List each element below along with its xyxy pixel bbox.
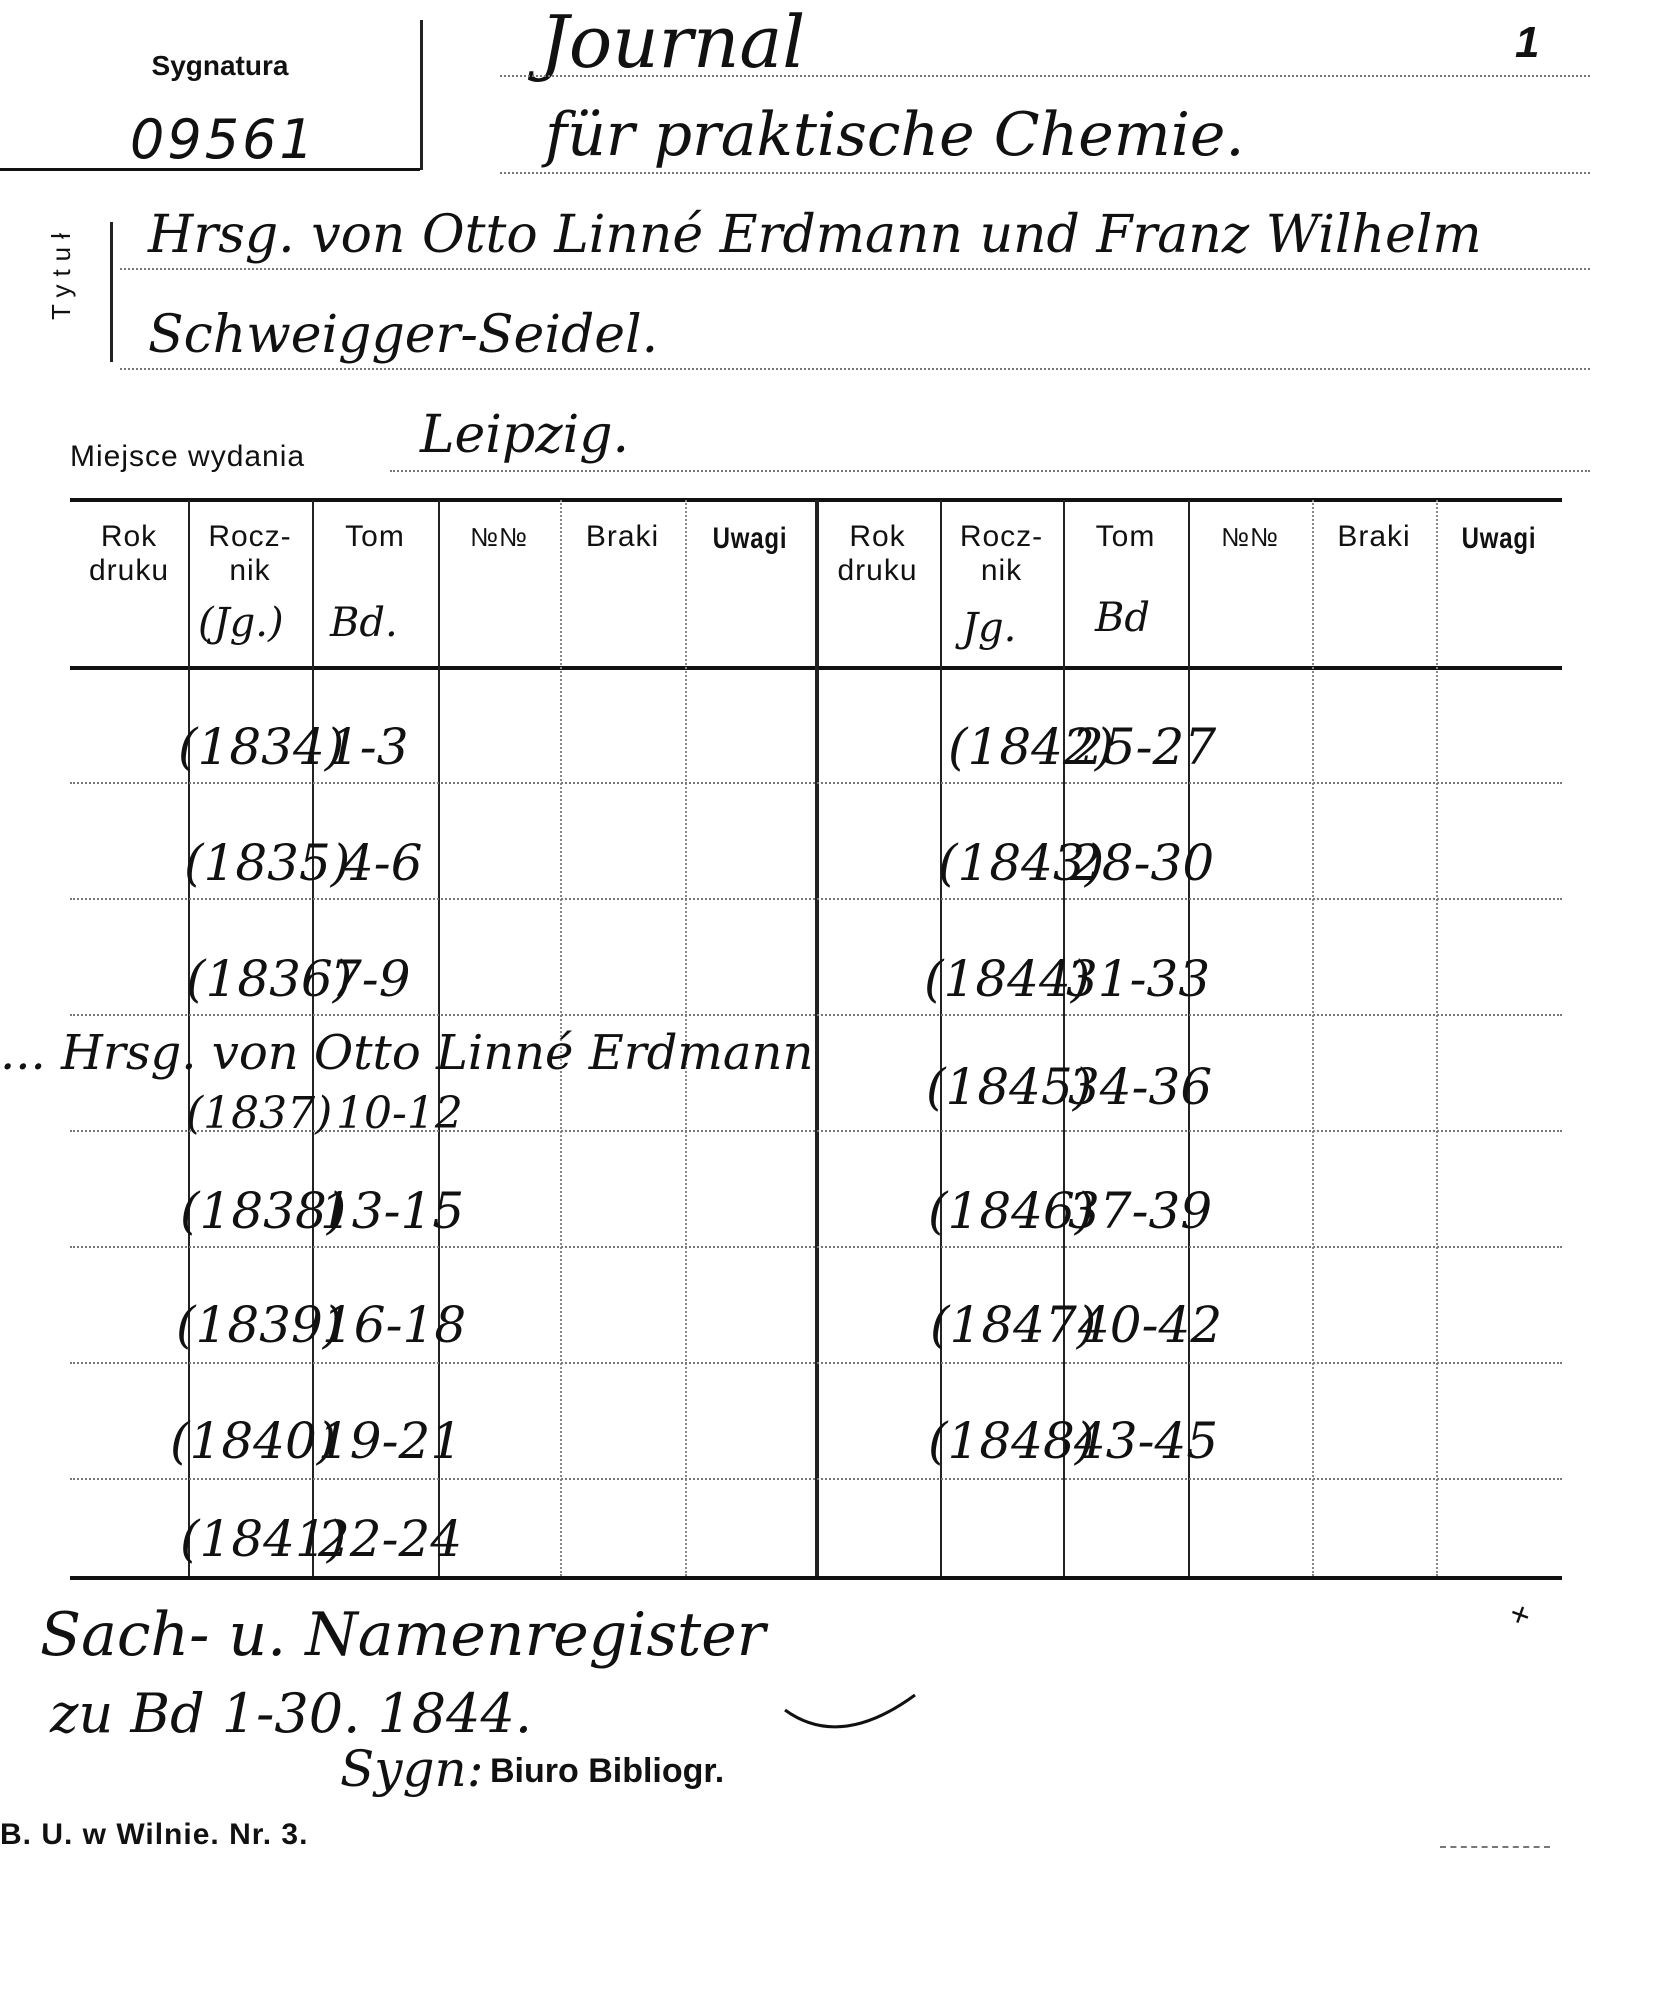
editor-line-2: Schweigger-Seidel. <box>148 305 659 365</box>
left-row-jg: (1837) <box>186 1088 333 1139</box>
right-row-bd: 43-45 <box>1074 1412 1219 1470</box>
header-braki: Braki <box>585 520 660 553</box>
row-rule <box>70 1246 1562 1248</box>
sygnatura-box-bottom <box>0 168 420 171</box>
tytul-label: Tytuł <box>46 225 76 320</box>
inline-note: ... Hrsg. von Otto Linné Erdmann <box>0 1025 814 1081</box>
row-rule <box>70 1014 1562 1016</box>
left-row-jg: (1838) <box>180 1182 347 1240</box>
left-row-jg: (1836) <box>186 950 353 1008</box>
imprint: B. U. w Wilnie. Nr. 3. <box>0 1818 309 1851</box>
right-row-bd: 34-36 <box>1068 1058 1213 1116</box>
editor-dots-2 <box>120 368 1590 370</box>
header-tom-right: Tom <box>1095 520 1156 553</box>
row-rule <box>70 1478 1562 1480</box>
row-rule <box>70 1362 1562 1364</box>
left-row-bd: 1-3 <box>328 718 409 776</box>
header-tom-hand: Bd. <box>330 600 398 646</box>
right-row-jg: (1846) <box>928 1182 1095 1240</box>
bottom-right-dash <box>1440 1846 1550 1848</box>
row-rule <box>70 898 1562 900</box>
right-row-jg: (1844) <box>924 950 1091 1008</box>
title-line-2: für praktische Chemie. <box>545 100 1245 170</box>
tytul-bracket <box>110 222 113 362</box>
left-row-bd: 4-6 <box>342 834 423 892</box>
col-sep <box>1312 500 1314 1576</box>
left-row-bd: 16-18 <box>322 1296 467 1354</box>
header-rok: Rok druku <box>88 520 170 587</box>
header-rocznik-hand: (Jg.) <box>198 600 284 646</box>
header-rocznik-right: Rocz- nik <box>959 520 1044 587</box>
place-value: Leipzig. <box>420 405 630 465</box>
center-divider <box>815 500 819 1576</box>
footer-note-line-1: Sach- u. Namenregister <box>40 1600 766 1670</box>
col-sep <box>1436 500 1438 1576</box>
sygnatura-label: Sygnatura <box>151 50 289 81</box>
right-row-jg: (1845) <box>926 1058 1093 1116</box>
header-uwagi: Uwagi <box>712 522 788 555</box>
right-row-jg: (1843) <box>938 834 1105 892</box>
title-dots-1 <box>500 75 1590 77</box>
right-row-jg: (1848) <box>928 1412 1095 1470</box>
row-rule <box>70 782 1562 784</box>
right-row-bd: 31-33 <box>1066 950 1211 1008</box>
editor-line-1: Hrsg. von Otto Linné Erdmann und Franz Wilhelm <box>148 205 1482 265</box>
editor-dots-1 <box>120 268 1590 270</box>
left-row-bd: 22-24 <box>318 1510 463 1568</box>
right-row-bd: 37-39 <box>1068 1182 1213 1240</box>
header-tom-hand-right: Bd <box>1095 595 1150 641</box>
footer-sygn-hand: Sygn: <box>340 1740 484 1798</box>
sygnatura-box-right <box>420 20 423 170</box>
title-dots-2 <box>500 172 1590 174</box>
right-row-jg: (1847) <box>930 1296 1097 1354</box>
header-braki-right: Braki <box>1337 520 1411 553</box>
left-row-bd: 13-15 <box>320 1182 465 1240</box>
right-row-jg: (1842) <box>948 718 1115 776</box>
place-label: Miejsce wydania <box>70 440 306 473</box>
header-rok-right: Rok druku <box>837 520 918 587</box>
right-row-bd: 25-27 <box>1072 718 1217 776</box>
header-tom: Tom <box>345 520 405 553</box>
header-rocznik-hand-right: Jg. <box>962 605 1017 651</box>
footer-note-line-2: zu Bd 1-30. 1844. <box>50 1682 533 1745</box>
left-row-jg: (1840) <box>170 1412 337 1470</box>
table-bottom-rule <box>70 1576 1562 1580</box>
footer-mark: + <box>1504 1593 1536 1637</box>
header-uwagi-right: Uwagi <box>1461 522 1537 555</box>
curve-mark <box>780 1690 930 1750</box>
header-rocznik: Rocz- nik <box>208 520 292 587</box>
left-row-jg: (1835) <box>184 834 351 892</box>
left-row-jg: (1839) <box>176 1296 343 1354</box>
left-row-bd: 7-9 <box>330 950 411 1008</box>
left-row-jg: (1841) <box>180 1510 347 1568</box>
place-dots <box>390 470 1590 472</box>
right-row-bd: 40-42 <box>1078 1296 1223 1354</box>
left-row-bd: 10-12 <box>336 1088 463 1139</box>
card-number: 1 <box>1515 18 1540 67</box>
left-row-jg: (1834) <box>178 718 345 776</box>
header-numery: №№ <box>470 522 528 552</box>
footer-sygn-print: Biuro Bibliogr. <box>490 1752 725 1790</box>
right-row-bd: 28-30 <box>1070 834 1215 892</box>
sygnatura-value: 09561 <box>130 108 317 171</box>
header-numery-right: №№ <box>1221 522 1279 552</box>
left-row-bd: 19-21 <box>318 1412 463 1470</box>
title-line-1: Journal <box>540 0 806 84</box>
